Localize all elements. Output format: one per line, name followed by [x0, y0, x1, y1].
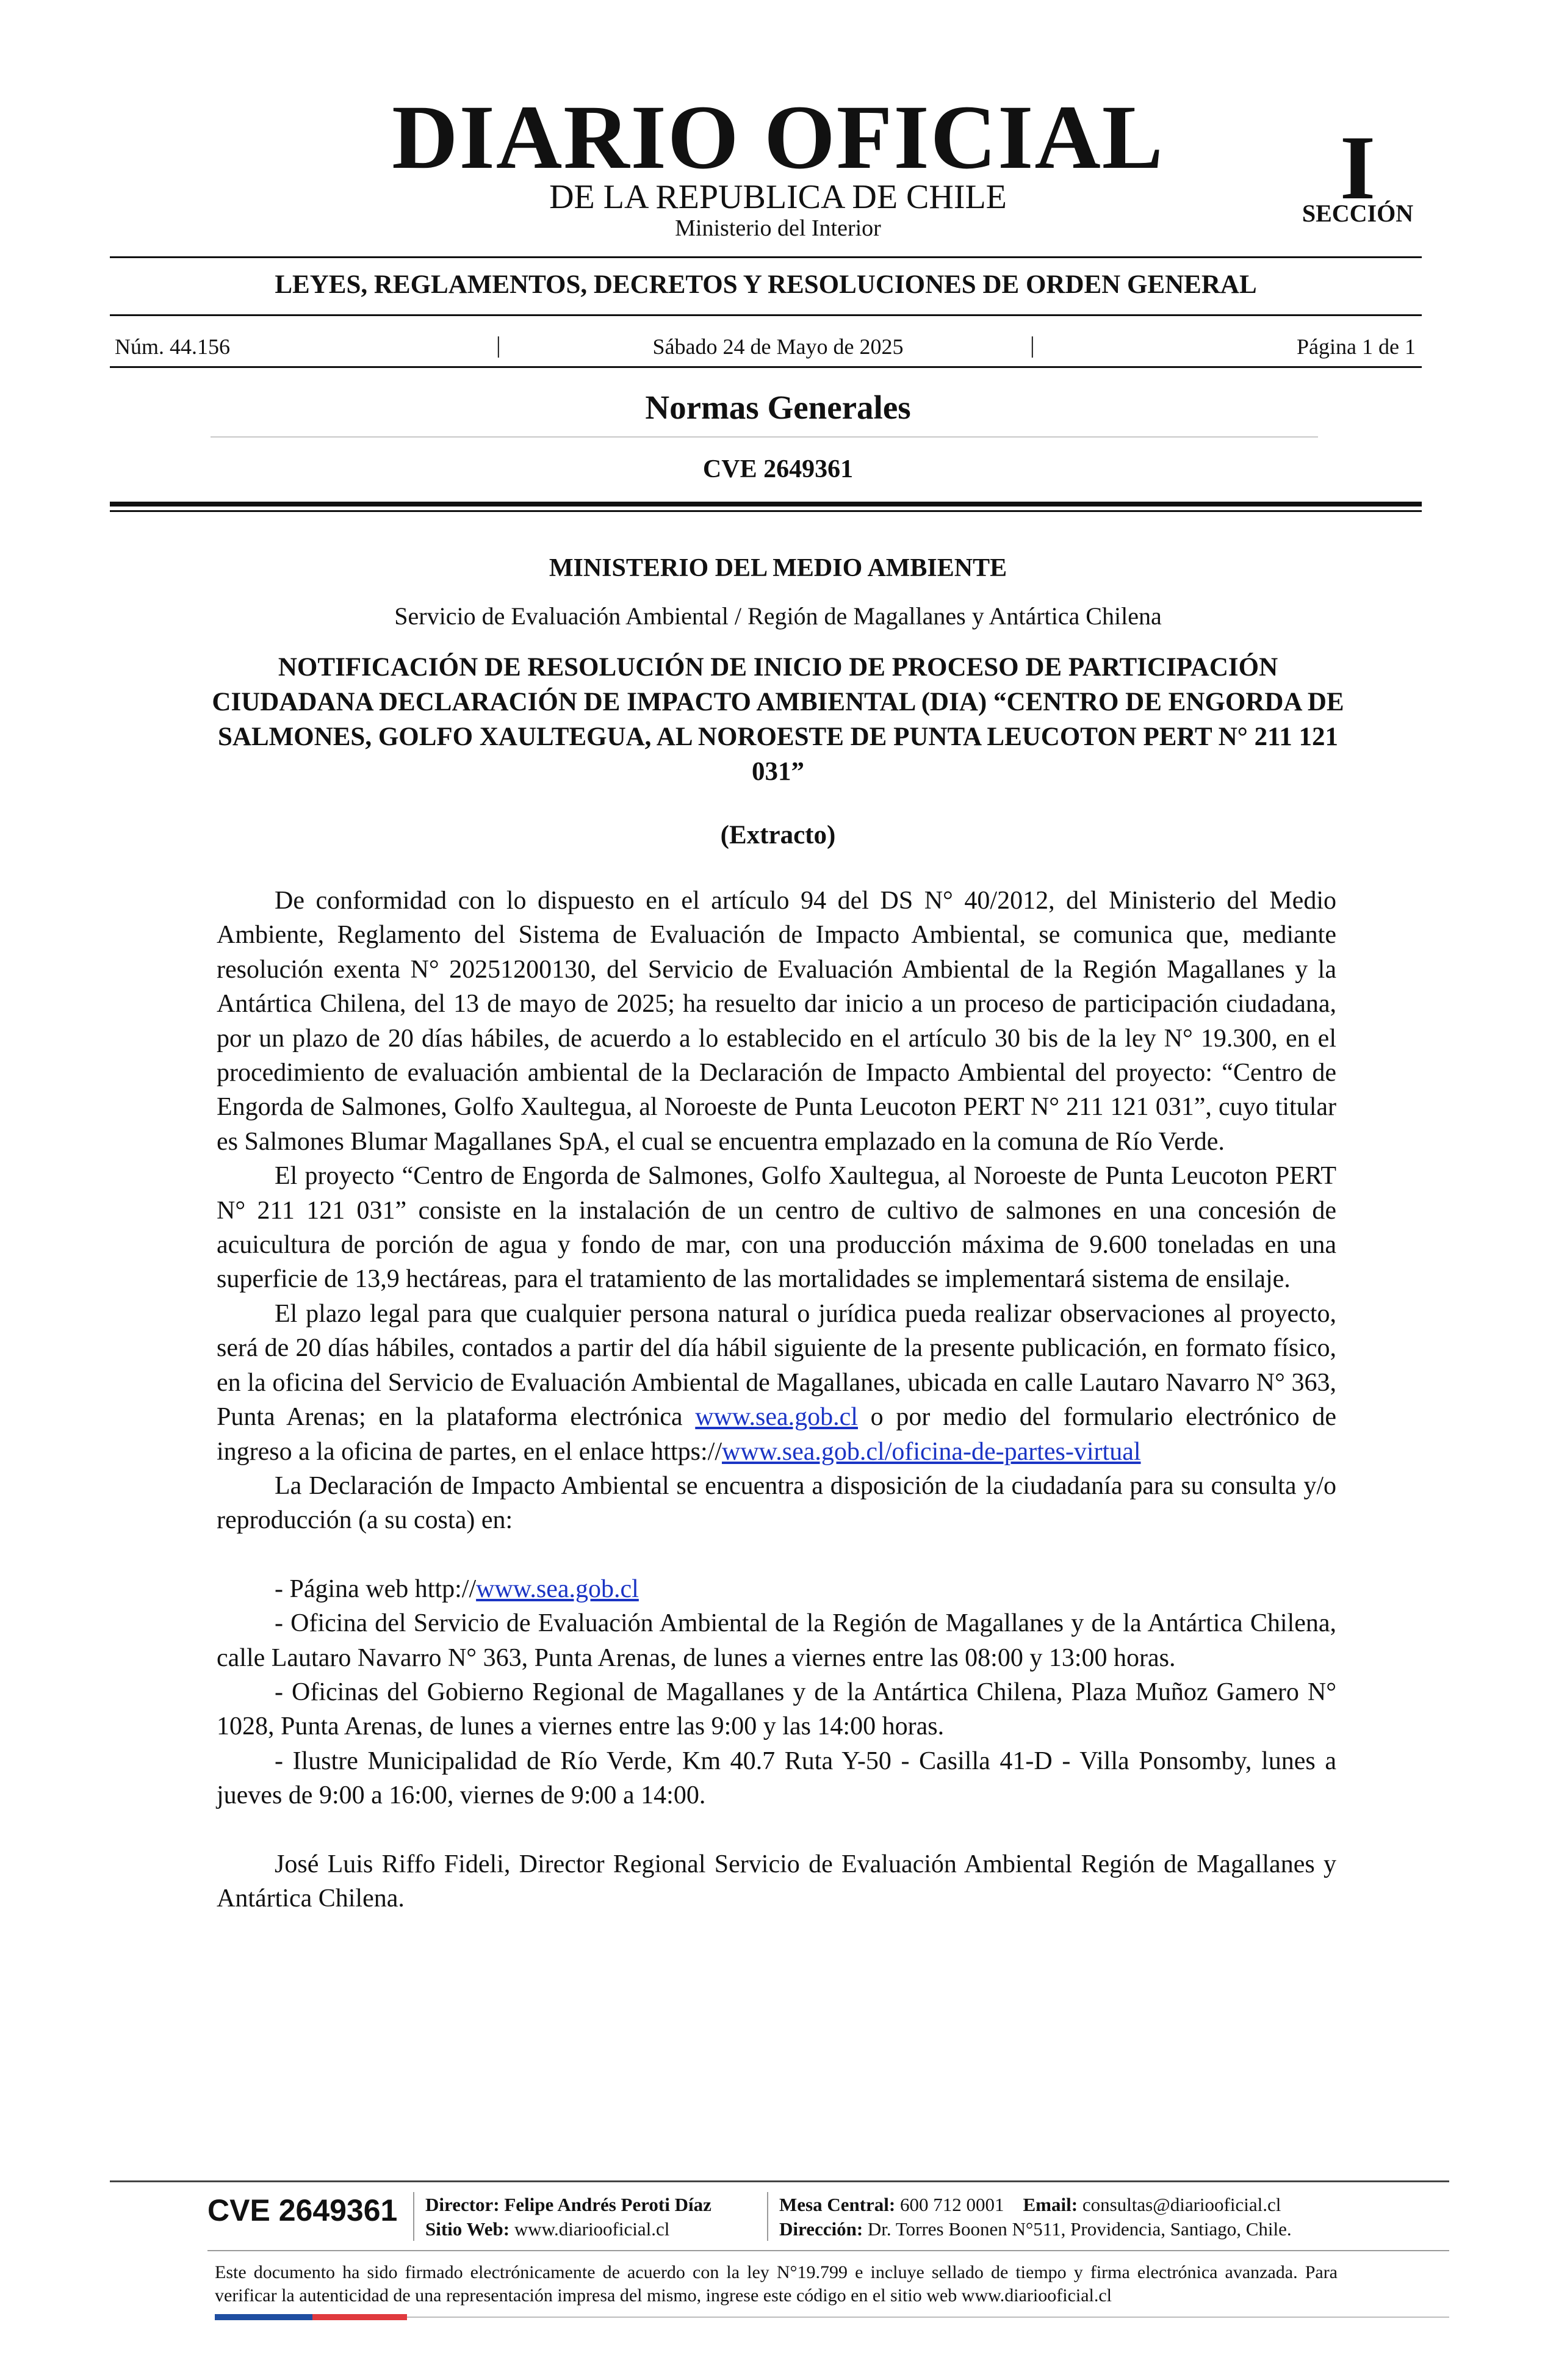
list-item-sea-office: - Oficina del Servicio de Evaluación Ambiental de la Región de Magallanes y de la Antártica Chilena, calle Lautaro Navarro N° 363, Punta Arenas, de lunes a viernes entre las 08:00 y 13:00 horas.: [217, 1609, 1336, 1672]
footer-separator: [767, 2192, 768, 2241]
footer-email-label: Email:: [1023, 2194, 1078, 2215]
list-item-municipality: - Ilustre Municipalidad de Río Verde, Km 40.7 Ruta Y-50 - Casilla 41-D - Villa Ponsomby, lunes a jueves de 9:00 a 16:00, viernes de 9:00 a 14:00.: [217, 1747, 1336, 1810]
list-item-regional-government: - Oficinas del Gobierno Regional de Magallanes y de la Antártica Chilena, Plaza Muñoz Gamero N° 1028, Punta Arenas, de lunes a viernes entre las 9:00 y las 14:00 horas.: [217, 1678, 1336, 1741]
flag-stripe-red: [312, 2314, 407, 2320]
footer-address: [779, 2217, 1292, 2241]
extract-label: (Extracto): [720, 821, 836, 849]
document-body: [217, 884, 1336, 1916]
paragraph-project: El proyecto “Centro de Engorda de Salmones, Golfo Xaultegua, al Noroeste de Punta Leucoton PERT N° 211 121 031” consiste en la instalación de un centro de cultivo de salmones en una concesión de acuicultura de porción de agua y fondo de mar, con una producción máxima de 9.600 toneladas en una superficie de 13,9 hectáreas, para el tratamiento de las mortalidades se implementará sistema de ensilaje.: [217, 1162, 1336, 1294]
category-title: Normas Generales: [645, 389, 911, 426]
issue-date: Sábado 24 de Mayo de 2025: [652, 334, 904, 359]
issue-separator: |: [1030, 333, 1035, 358]
footer-director-name: Felipe Andrés Peroti Díaz: [504, 2194, 711, 2215]
footer-contact-block: [779, 2193, 1292, 2241]
footer-email-link[interactable]: consultas@diariooficial.cl: [1082, 2194, 1281, 2215]
paragraph-deadline-text: El plazo legal para que cualquier persona natural o jurídica pueda realizar observaciones al proyecto, será de 20 días hábiles, contados a partir del día hábil siguiente de la presente publicación, en formato físico, en la oficina del Servicio de Evaluación Ambiental de Magallanes, ubicada en calle Lautaro Navarro N° 363, Punta Arenas; en la plataforma electrónica: [217, 1299, 1336, 1432]
page-info: Página 1 de 1: [1297, 334, 1416, 359]
footer-website-label: Sitio Web:: [425, 2218, 510, 2240]
footer-director-label: Director:: [425, 2194, 500, 2215]
list-item-website: [217, 1572, 1336, 1606]
footer-director-block: [425, 2193, 711, 2241]
footer-divider-bottom: [407, 2317, 1449, 2318]
service-heading: Servicio de Evaluación Ambiental / Región de Magallanes y Antártica Chilena: [394, 602, 1162, 630]
newspaper-ministry: Ministerio del Interior: [675, 215, 881, 241]
footer-address-value: Dr. Torres Boonen N°511, Providencia, Santiago, Chile.: [867, 2218, 1292, 2240]
footer-director: [425, 2193, 711, 2217]
footer-divider-top: [110, 2180, 1449, 2182]
paragraph-deadline-text-2: o por medio del formulario electrónico de ingreso a la oficina de partes, en el enlace https://: [217, 1403, 1336, 1466]
footer-phone-label: Mesa Central:: [779, 2194, 896, 2215]
category-divider: [211, 436, 1318, 438]
footer-separator: [413, 2192, 414, 2241]
footer-phone: 600 712 0001: [900, 2194, 1004, 2215]
paragraph-availability: La Declaración de Impacto Ambiental se encuentra a disposición de la ciudadanía para su consulta y/o reproducción (a su costa) en:: [217, 1471, 1336, 1535]
flag-stripe-blue: [215, 2314, 312, 2320]
content-divider-thick: [110, 502, 1422, 507]
footer-website-link[interactable]: www.diariooficial.cl: [514, 2218, 670, 2240]
ministry-heading: MINISTERIO DEL MEDIO AMBIENTE: [549, 554, 1007, 582]
virtual-office-link[interactable]: www.sea.gob.cl/oficina-de-partes-virtual: [722, 1437, 1141, 1466]
header-divider-middle: [110, 314, 1422, 316]
sea-website-link-2[interactable]: www.sea.gob.cl: [476, 1574, 639, 1603]
spacer: [217, 1538, 1336, 1572]
section-number: I: [1339, 117, 1376, 218]
footer-legal-notice: Este documento ha sido firmado electrónicamente de acuerdo con la ley N°19.799 e incluye sellado de tiempo y firma electrónica avanzada. Para verificar la autenticidad de una representación impresa del mismo, ingrese este código en el sitio web www.diariooficial.cl: [215, 2262, 1338, 2306]
notice-title: NOTIFICACIÓN DE RESOLUCIÓN DE INICIO DE PROCESO DE PARTICIPACIÓN CIUDADANA DECLARACIÓN DE IMPACTO AMBIENTAL (DIA) “CENTRO DE ENGORDA DE SALMONES, GOLFO XAULTEGUA, AL NOROESTE DE PUNTA LEUCOTON PERT N° 211 121 031”: [212, 653, 1344, 786]
content-divider-thin: [110, 510, 1422, 512]
header-divider-top: [110, 256, 1422, 258]
issue-number: Núm. 44.156: [115, 334, 230, 359]
footer-phone-email: [779, 2193, 1292, 2217]
issue-separator: |: [496, 333, 501, 358]
newspaper-subtitle: DE LA REPUBLICA DE CHILE: [549, 178, 1007, 216]
list-item-website-text: - Página web http://: [275, 1574, 477, 1603]
cve-code: CVE 2649361: [702, 455, 854, 483]
signature: José Luis Riffo Fideli, Director Regional Servicio de Evaluación Ambiental Región de Magallanes y Antártica Chilena.: [217, 1850, 1336, 1913]
spacer: [217, 1813, 1336, 1847]
footer-address-label: Dirección:: [779, 2218, 863, 2240]
section-band-title: LEYES, REGLAMENTOS, DECRETOS Y RESOLUCIONES DE ORDEN GENERAL: [275, 270, 1257, 299]
newspaper-title: DIARIO OFICIAL: [392, 87, 1164, 188]
footer-cve-code: CVE 2649361: [207, 2193, 398, 2227]
paragraph-deadline: [217, 1297, 1336, 1469]
paragraph-conformity: De conformidad con lo dispuesto en el artículo 94 del DS N° 40/2012, del Ministerio del Medio Ambiente, Reglamento del Sistema de Evaluación de Impacto Ambiental, se comunica que, mediante resolución exenta N° 20251200130, del Servicio de Evaluación Ambiental de la Región Magallanes y la Antártica Chilena, del 13 de mayo de 2025; ha resuelto dar inicio a un proceso de participación ciudadana, por un plazo de 20 días hábiles, de acuerdo a lo establecido en el artículo 30 bis de la ley N° 19.300, en el procedimiento de evaluación ambiental de la Declaración de Impacto Ambiental del proyecto: “Centro de Engorda de Salmones, Golfo Xaultegua, al Noroeste de Punta Leucoton PERT N° 211 121 031”, cuyo titular es Salmones Blumar Magallanes SpA, el cual se encuentra emplazado en la comuna de Río Verde.: [217, 887, 1336, 1156]
header-divider-bottom: [110, 366, 1422, 368]
sea-website-link[interactable]: www.sea.gob.cl: [695, 1403, 858, 1432]
footer-website: [425, 2217, 711, 2241]
footer-divider-middle: [207, 2250, 1449, 2251]
section-label: SECCIÓN: [1302, 200, 1414, 227]
